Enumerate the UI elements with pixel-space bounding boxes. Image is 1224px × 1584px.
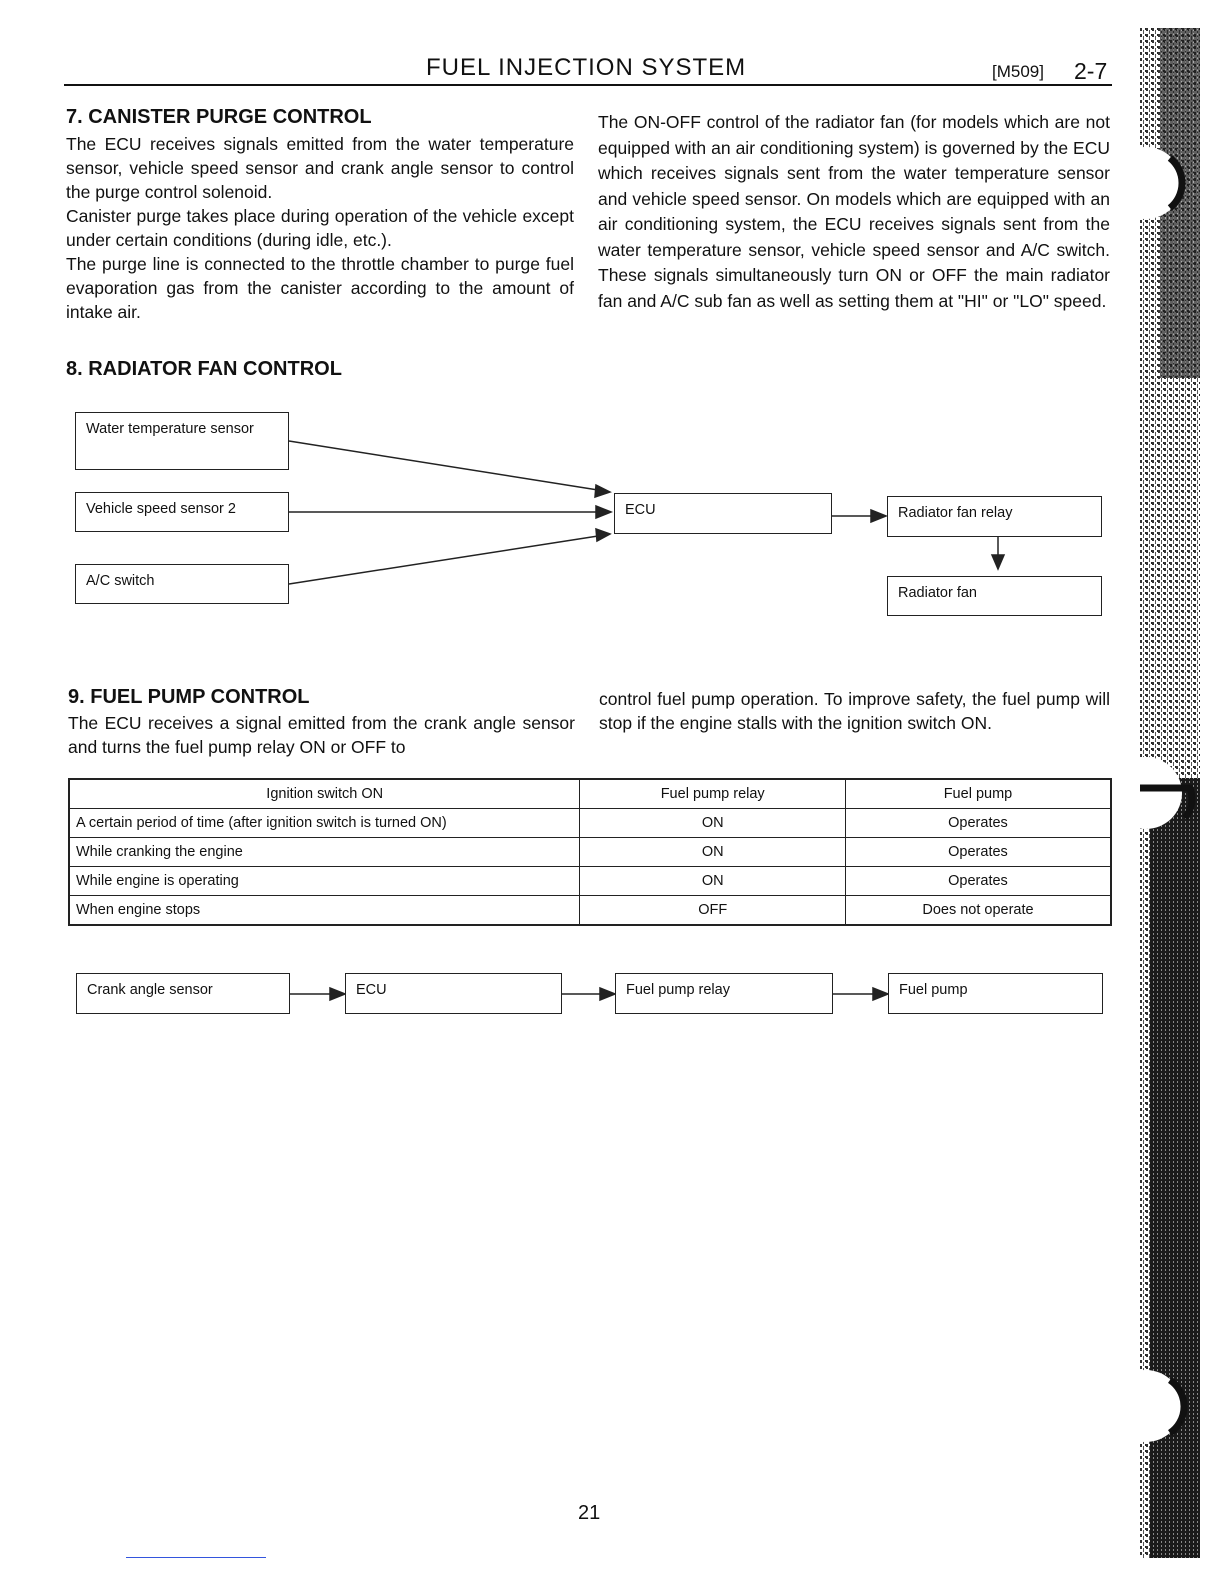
ecu-box: ECU [614,493,832,534]
canister-heading: 7. CANISTER PURGE CONTROL [66,106,372,128]
crank-to-ecu-arrowhead [330,988,345,1000]
table-cell: While engine is operating [69,867,580,896]
radiator-fan-relay-box: Radiator fan relay [887,496,1102,537]
fuel-pump-box: Fuel pump [888,973,1103,1014]
table-cell: When engine stops [69,896,580,926]
table-cell: ON [580,838,845,867]
ecu-to-relay-arrowhead [871,510,886,522]
table-cell: A certain period of time (after ignition switch is turned ON) [69,809,580,838]
ecu-to-relay-arrowhead [600,988,615,1000]
table-cell: ON [580,809,845,838]
table-cell: Does not operate [845,896,1111,926]
table-cell: Operates [845,867,1111,896]
table-header-cell: Fuel pump relay [580,779,845,809]
ac-switch-box: A/C switch [75,564,289,604]
fuel-pump-text-right-block [599,687,1110,735]
fuel-ecu-box: ECU [345,973,562,1014]
water-temp-sensor-box: Water temperature sensor [75,412,289,470]
table-header-row [69,779,1111,809]
fuel-pump-text-right: control fuel pump operation. To improve safety, the fuel pump will stop if the engine stalls with the ignition switch ON. [599,689,1110,733]
ac-switch-arrowhead [596,529,610,541]
table-cell: OFF [580,896,845,926]
manual-code: [M509] [992,62,1044,81]
section-page-ref: 2-7 [1074,58,1108,84]
scan-dark-strip [1150,778,1200,1558]
vehicle-speed-sensor-box: Vehicle speed sensor 2 [75,492,289,532]
radiator-diagram-connectors [0,0,1224,640]
fuel-pump-text-left: The ECU receives a signal emitted from the crank angle sensor and turns the fuel pump relay ON or OFF to [68,713,575,757]
page-number: 21 [578,1502,601,1524]
table-row [69,896,1111,926]
radiator-heading: 8. RADIATOR FAN CONTROL [66,358,342,380]
ac-switch-arrow-line [289,536,598,584]
table-header-cell: Fuel pump [845,779,1111,809]
table-header-cell: Ignition switch ON [69,779,580,809]
relay-to-pump-arrowhead [873,988,888,1000]
table-row [69,838,1111,867]
scan-binding-edge [1140,28,1200,1558]
canister-paragraph-2: Canister purge takes place during operation of the vehicle except under certain conditions (during idle, etc.). [66,206,574,250]
table-row [69,809,1111,838]
fuel-pump-heading: 9. FUEL PUMP CONTROL [68,686,310,708]
table-cell: ON [580,867,845,896]
radiator-paragraph: The ON-OFF control of the radiator fan (for models which are not equipped with an air conditioning system) is governed by the ECU which receives signals sent from the water temperature sensor and vehicle speed sensor. On models which are equipped with an air conditioning system, the ECU receives signals sent from the water temperature sensor, vehicle speed sensor and A/C switch. These signals simultaneously turn ON or OFF the main radiator fan and A/C sub fan as well as setting them at "HI" or "LO" speed. [598,112,1110,311]
water-temp-arrowhead [595,485,610,497]
fuel-pump-text-left-block [68,711,575,759]
vehicle-speed-arrowhead [596,506,611,518]
fuel-pump-table [68,778,1112,926]
crank-angle-sensor-box: Crank angle sensor [76,973,290,1014]
radiator-fan-box: Radiator fan [887,576,1102,616]
page-header-title: FUEL INJECTION SYSTEM [426,54,747,81]
water-temp-arrow-line [289,441,598,490]
table-cell: Operates [845,809,1111,838]
table-row [69,867,1111,896]
relay-to-fan-arrowhead [992,555,1004,569]
canister-paragraph-3: The purge line is connected to the throttle chamber to purge fuel evaporation gas from the canister according to the amount of intake air. [66,254,574,322]
table-cell: While cranking the engine [69,838,580,867]
bottom-blue-mark [126,1557,266,1558]
fuel-pump-relay-box: Fuel pump relay [615,973,833,1014]
table-cell: Operates [845,838,1111,867]
canister-paragraph-1: The ECU receives signals emitted from the water temperature sensor, vehicle speed sensor and crank angle sensor to control the purge control solenoid. [66,134,574,202]
